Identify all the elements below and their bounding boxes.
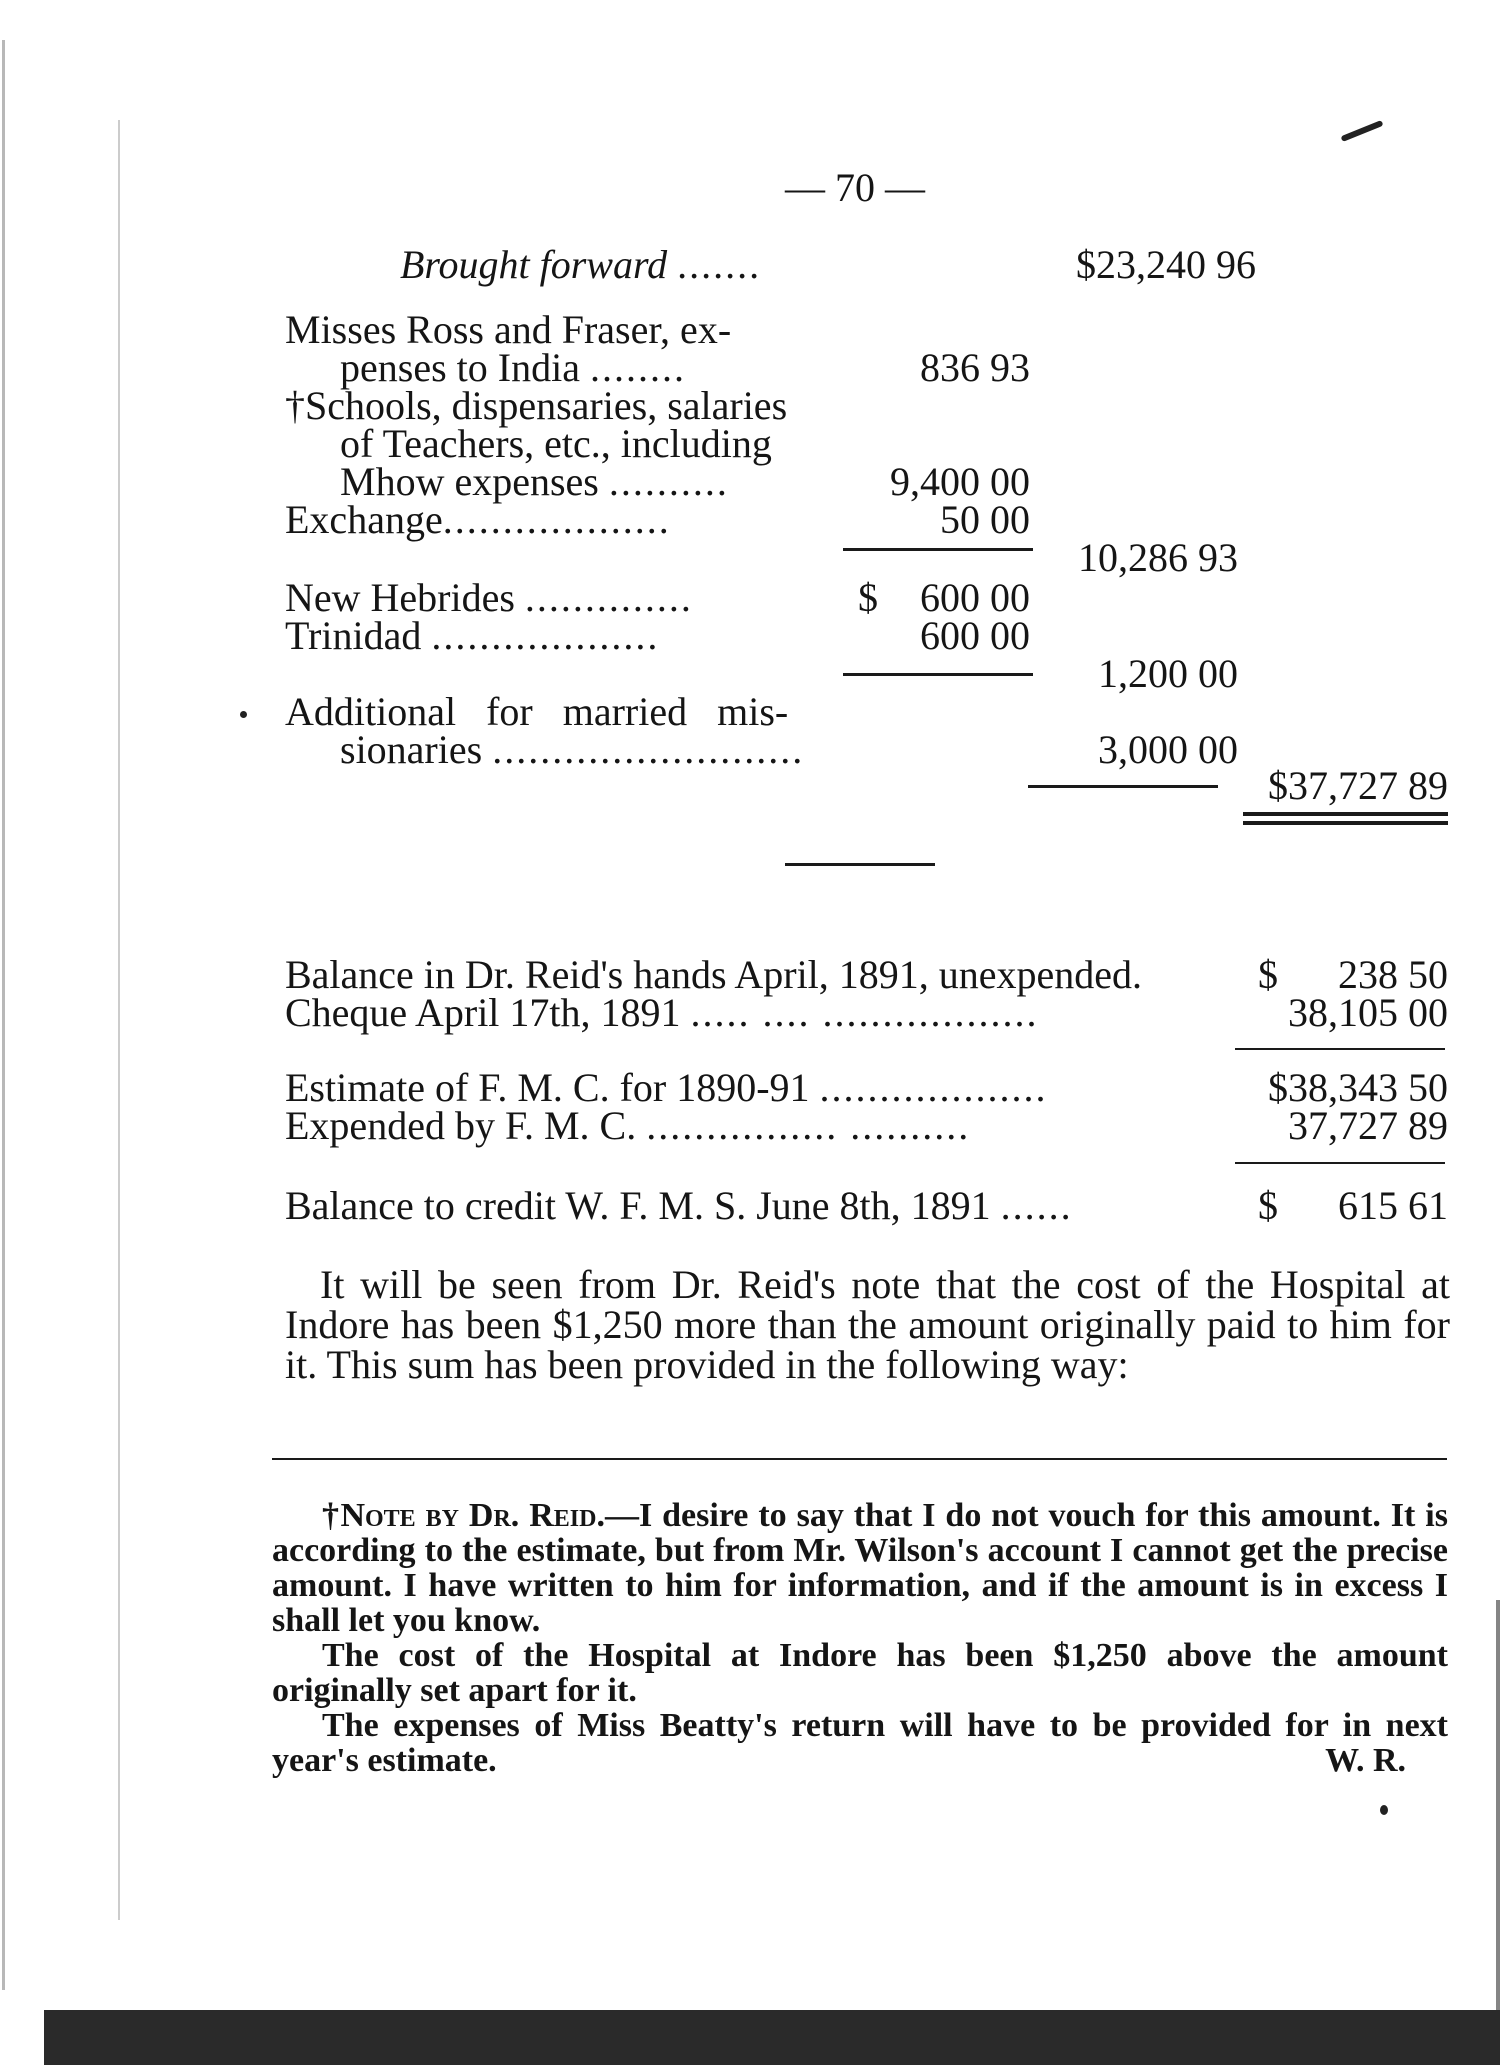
ink-dot bbox=[240, 711, 247, 718]
leader-dots: ....... bbox=[677, 242, 762, 287]
balance-row-amount: 37,727 89 bbox=[1288, 1103, 1448, 1148]
brought-forward-row bbox=[400, 242, 762, 287]
item-text: Mhow expenses bbox=[340, 459, 599, 504]
section-separator bbox=[785, 863, 935, 866]
grand-total: $37,727 89 bbox=[1268, 763, 1448, 808]
footnote-paragraph-1 bbox=[272, 1498, 1448, 1638]
ink-dot bbox=[1380, 1805, 1388, 1815]
body-paragraph: It will be seen from Dr. Reid's note that the cost of the Hospital at Indore has been $1,250 more than the amount originally paid to him for it. This sum has been provided in the following way: bbox=[285, 1262, 1450, 1387]
amount-schools: 9,400 00 bbox=[890, 459, 1030, 504]
leader-dots: ................... bbox=[819, 1065, 1048, 1110]
leader-dots: ..... .... .................. bbox=[690, 990, 1039, 1035]
total-rule bbox=[1028, 785, 1218, 788]
footnote-rule bbox=[272, 1458, 1447, 1460]
page-number: — 70 — bbox=[785, 165, 925, 210]
balance-row-label: Balance in Dr. Reid's hands April, 1891, unexpended. bbox=[285, 952, 1143, 997]
balance-row-amount: 615 61 bbox=[1338, 1183, 1448, 1228]
balance-row-amount: 238 50 bbox=[1338, 952, 1448, 997]
leader-dots: .......... bbox=[608, 459, 729, 504]
balance-row-label bbox=[285, 1183, 1073, 1228]
leader-dots: .......................... bbox=[492, 727, 805, 772]
item-line bbox=[285, 613, 660, 658]
amount-ross-fraser: 836 93 bbox=[920, 345, 1030, 390]
scan-edge-left-inner bbox=[118, 120, 120, 1920]
amount-exchange: 50 00 bbox=[940, 497, 1030, 542]
footnote-paragraph-3 bbox=[272, 1708, 1448, 1778]
item-text: Balance to credit W. F. M. S. June 8th, 1891 bbox=[285, 1183, 991, 1228]
item-line bbox=[285, 497, 671, 542]
scan-edge-right bbox=[1496, 1600, 1500, 2020]
balance-row-amount: $38,343 50 bbox=[1268, 1065, 1448, 1110]
item-text: Estimate of F. M. C. for 1890-91 bbox=[285, 1065, 810, 1110]
amount-married: 3,000 00 bbox=[1098, 727, 1238, 772]
dollar-sign: $ bbox=[1258, 952, 1278, 997]
item-text: Exchange bbox=[285, 497, 443, 542]
item-text: Expended by F. M. C. bbox=[285, 1103, 637, 1148]
item-text: Trinidad bbox=[285, 613, 422, 658]
item-text: sionaries bbox=[340, 727, 483, 772]
item-line: Misses Ross and Fraser, ex- bbox=[285, 307, 732, 352]
balance-row-label bbox=[285, 990, 1039, 1035]
leader-dots: ................ .......... bbox=[646, 1103, 971, 1148]
leader-dots: ................... bbox=[442, 497, 671, 542]
item-line bbox=[340, 345, 686, 390]
balance-rule bbox=[1235, 1048, 1445, 1050]
item-text: penses to India bbox=[340, 345, 580, 390]
dollar-sign: $ bbox=[1258, 1183, 1278, 1228]
item-text: Cheque April 17th, 1891 bbox=[285, 990, 681, 1035]
ink-mark bbox=[1340, 120, 1383, 142]
item-line: †Schools, dispensaries, salaries bbox=[285, 383, 788, 428]
scan-edge-bottom bbox=[44, 2010, 1500, 2065]
footnote-text: —I desire to say that I do not vouch for this amount. It is according to the estimate, but from Mr. Wilson's account I cannot get the precise amount. I have written to him for information, and if the amount is in excess I shall let you know. bbox=[272, 1497, 1448, 1639]
item-line: of Teachers, etc., including bbox=[340, 421, 772, 466]
footnote-paragraph-2: The cost of the Hospital at Indore has been $1,250 above the amount originally set apart for it. bbox=[272, 1637, 1448, 1709]
signature: W. R. bbox=[1325, 1742, 1406, 1779]
footnote bbox=[272, 1498, 1448, 1778]
scan-edge-left bbox=[2, 40, 5, 1990]
dollar-sign: $ bbox=[858, 575, 878, 620]
leader-dots: ................... bbox=[431, 613, 660, 658]
subtotal-missions: 1,200 00 bbox=[1098, 651, 1238, 696]
brought-forward-amount: $23,240 96 bbox=[1076, 242, 1256, 287]
item-line bbox=[340, 727, 805, 772]
leader-dots: ........ bbox=[589, 345, 686, 390]
amount-trinidad: 600 00 bbox=[920, 613, 1030, 658]
balance-row-amount: 38,105 00 bbox=[1288, 990, 1448, 1035]
double-rule-top bbox=[1243, 812, 1448, 816]
item-line bbox=[285, 575, 693, 620]
subtotal-india: 10,286 93 bbox=[1078, 535, 1238, 580]
footnote-text: The expenses of Miss Beatty's return will have to be provided for in next year's estimate. bbox=[272, 1707, 1448, 1779]
double-rule-bottom bbox=[1243, 821, 1448, 825]
item-line: Additional for married mis- bbox=[285, 689, 789, 734]
balance-row-label bbox=[285, 1065, 1048, 1110]
brought-forward-label: Brought forward bbox=[400, 242, 668, 287]
amount-new-hebrides: 600 00 bbox=[920, 575, 1030, 620]
item-line bbox=[340, 459, 729, 504]
leader-dots: ...... bbox=[1000, 1183, 1073, 1228]
footnote-lead: †Note by Dr. Reid. bbox=[322, 1497, 605, 1534]
item-text: New Hebrides bbox=[285, 575, 515, 620]
subtotal-rule bbox=[843, 548, 1033, 551]
subtotal-rule bbox=[843, 673, 1033, 676]
balance-row-label bbox=[285, 1103, 971, 1148]
leader-dots: .............. bbox=[524, 575, 693, 620]
balance-rule bbox=[1235, 1162, 1445, 1164]
